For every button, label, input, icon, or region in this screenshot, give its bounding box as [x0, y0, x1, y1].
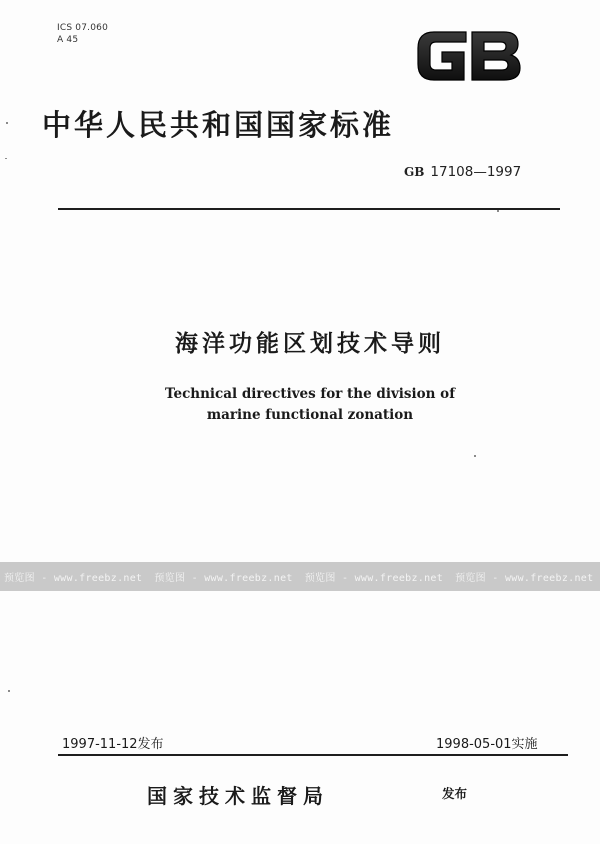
watermark-text: 预览图 - www.freebz.net	[154, 573, 293, 584]
standard-number-value: 17108—1997	[430, 164, 522, 180]
implementation-date: 1998-05-01实施	[436, 737, 538, 752]
scan-speck	[6, 122, 8, 124]
issuing-authority: 国家技术监督局	[147, 784, 329, 808]
watermark-band	[0, 562, 600, 591]
footer-divider	[58, 754, 568, 756]
english-title-line-1: Technical directives for the division of	[164, 386, 455, 402]
header-divider	[58, 208, 560, 210]
scan-speck	[5, 158, 7, 159]
ics-code: ICS 07.060	[57, 23, 109, 33]
classification-codes	[57, 22, 108, 46]
document-title-english	[0, 384, 600, 426]
document-title-chinese: 海洋功能区划技术导则	[175, 331, 445, 357]
standard-number	[404, 164, 521, 180]
issuing-action: 发布	[442, 786, 468, 801]
standard-type-title: 中华人民共和国国家标准	[42, 108, 395, 142]
watermark-text: 预览图 - www.freebz.net	[304, 573, 444, 584]
gb-logo	[414, 24, 524, 86]
watermark-text: 预览图 - www.freebz.net	[455, 573, 594, 584]
scan-speck	[8, 690, 10, 692]
scan-speck	[474, 455, 476, 457]
scan-speck	[497, 210, 499, 212]
english-title-line-2: marine functional zonation	[206, 407, 414, 423]
watermark-text: 预览图 - www.freebz.net	[4, 573, 143, 584]
issue-date: 1997-11-12发布	[62, 737, 164, 752]
category-code: A 45	[57, 35, 79, 45]
standard-number-prefix: GB	[404, 165, 425, 179]
